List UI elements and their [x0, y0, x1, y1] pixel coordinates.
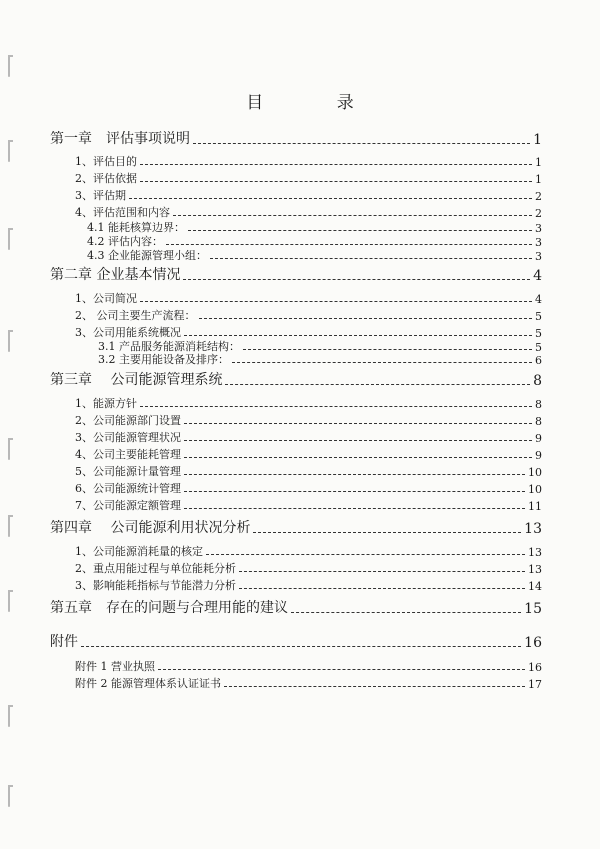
toc-entry-label: 第二章 企业基本情况 — [50, 267, 181, 283]
toc-chapter-entry[interactable] — [50, 128, 542, 148]
toc-page-number: 3 — [535, 250, 542, 263]
toc-entry-label: 7、公司能源定额管理 — [75, 499, 181, 512]
toc-leader — [188, 230, 532, 231]
toc-subsection-entry[interactable] — [98, 351, 542, 367]
toc-page-number: 4 — [533, 268, 542, 284]
toc-entry-label: 2、公司能源部门设置 — [75, 414, 181, 427]
toc-entry-label: 附件 2 能源管理体系认证证书 — [75, 677, 221, 690]
toc-entry-label: 4.3 企业能源管理小组： — [87, 249, 207, 262]
toc-leader — [206, 554, 525, 555]
toc-section-entry[interactable] — [75, 577, 542, 593]
toc-leader — [173, 215, 532, 216]
toc-section-entry[interactable] — [75, 170, 542, 186]
toc-page-number: 17 — [528, 678, 542, 691]
binder-hole-mark — [8, 55, 10, 77]
toc-leader — [243, 349, 532, 350]
toc-leader — [140, 406, 532, 407]
page-title: 目 录 — [246, 93, 388, 113]
toc-entry-label: 3、评估期 — [75, 189, 126, 202]
toc-section-entry[interactable] — [75, 675, 542, 691]
toc-page-number: 14 — [528, 580, 542, 593]
toc-entry-label: 2、重点用能过程与单位能耗分析 — [75, 562, 236, 575]
toc-leader — [184, 335, 532, 336]
binder-hole-mark — [8, 705, 10, 727]
toc-entry-label: 3、公司能源管理状况 — [75, 431, 181, 444]
toc-page-number: 5 — [535, 341, 542, 354]
toc-page-number: 3 — [535, 236, 542, 249]
toc-leader — [224, 686, 525, 687]
toc-entry-label: 3、公司用能系统概况 — [75, 326, 181, 339]
toc-entry-label: 第一章 评估事项说明 — [50, 131, 190, 147]
toc-entry-label: 附件 — [50, 634, 78, 650]
toc-leader — [166, 244, 532, 245]
binder-hole-mark — [8, 438, 10, 460]
toc-leader — [184, 491, 525, 492]
binder-hole-mark — [8, 785, 10, 807]
toc-page-number: 2 — [535, 207, 542, 220]
toc-entry-label: 2、评估依据 — [75, 172, 137, 185]
toc-entry-label: 6、公司能源统计管理 — [75, 482, 181, 495]
toc-section-entry[interactable] — [75, 463, 542, 479]
toc-page-number: 9 — [535, 432, 542, 445]
toc-page-number: 16 — [524, 635, 542, 651]
toc-leader — [140, 181, 532, 182]
toc-page-number: 5 — [535, 327, 542, 340]
toc-leader — [199, 318, 533, 319]
toc-section-entry[interactable] — [75, 543, 542, 559]
toc-section-entry[interactable] — [75, 480, 542, 496]
toc-entry-label: 2、 公司主要生产流程： — [75, 309, 196, 322]
toc-page-number: 10 — [528, 483, 542, 496]
toc-page-number: 6 — [535, 354, 542, 367]
toc-page-number: 13 — [528, 563, 542, 576]
toc-page-number: 13 — [524, 521, 542, 537]
toc-section-entry[interactable] — [75, 307, 542, 323]
toc-page-number: 8 — [535, 398, 542, 411]
toc-entry-label: 5、公司能源计量管理 — [75, 465, 181, 478]
toc-entry-label: 第三章 公司能源管理系统 — [50, 372, 223, 388]
toc-page-number: 10 — [528, 466, 542, 479]
toc-page-number: 11 — [528, 500, 542, 513]
toc-leader — [81, 646, 521, 647]
toc-entry-label: 1、能源方针 — [75, 397, 137, 410]
toc-leader — [232, 362, 532, 363]
toc-section-entry[interactable] — [75, 560, 542, 576]
binder-hole-mark — [8, 515, 10, 537]
toc-entry-label: 1、评估目的 — [75, 155, 137, 168]
toc-page-number: 1 — [535, 173, 542, 186]
toc-page-number: 15 — [524, 601, 542, 617]
toc-section-entry[interactable] — [75, 187, 542, 203]
toc-entry-label: 3.1 产品服务能源消耗结构： — [98, 340, 240, 353]
toc-entry-label: 4、公司主要能耗管理 — [75, 448, 181, 461]
toc-leader — [193, 143, 530, 144]
toc-page-number: 8 — [533, 373, 542, 389]
toc-leader — [210, 258, 532, 259]
toc-entry-label: 第五章 存在的问题与合理用能的建议 — [50, 600, 288, 616]
toc-leader — [239, 571, 525, 572]
toc-leader — [239, 588, 525, 589]
toc-leader — [140, 164, 532, 165]
toc-page-number: 8 — [535, 415, 542, 428]
toc-chapter-entry[interactable] — [50, 517, 542, 537]
toc-entry-label: 4.2 评估内容： — [87, 235, 163, 248]
toc-entry-label: 3.2 主要用能设备及排序： — [98, 353, 229, 366]
toc-section-entry[interactable] — [75, 395, 542, 411]
toc-section-entry[interactable] — [75, 429, 542, 445]
toc-leader — [184, 423, 532, 424]
toc-section-entry[interactable] — [75, 290, 542, 306]
toc-page-number: 5 — [535, 310, 542, 323]
toc-section-entry[interactable] — [75, 153, 542, 169]
toc-entry-label: 1、公司能源消耗量的核定 — [75, 545, 203, 558]
toc-section-entry[interactable] — [75, 497, 542, 513]
toc-leader — [225, 384, 530, 385]
toc-entry-label: 1、公司简况 — [75, 292, 137, 305]
toc-page-number: 2 — [535, 190, 542, 203]
toc-entry-label: 附件 1 营业执照 — [75, 660, 155, 673]
toc-leader — [129, 198, 532, 199]
toc-leader — [140, 301, 532, 302]
toc-leader — [158, 669, 525, 670]
toc-chapter-entry[interactable] — [50, 369, 542, 389]
toc-chapter-entry[interactable] — [50, 264, 542, 284]
toc-chapter-entry[interactable] — [50, 597, 542, 617]
toc-page-number: 3 — [535, 222, 542, 235]
toc-entry-label: 4.1 能耗核算边界： — [87, 221, 185, 234]
toc-leader — [291, 612, 521, 613]
toc-page-number: 16 — [528, 661, 542, 674]
toc-section-entry[interactable] — [75, 412, 542, 428]
toc-section-entry[interactable] — [75, 204, 542, 220]
binder-hole-mark — [8, 590, 10, 612]
toc-leader — [183, 279, 530, 280]
toc-section-entry[interactable] — [75, 446, 542, 462]
toc-page-number: 4 — [535, 293, 542, 306]
toc-section-entry[interactable] — [75, 658, 542, 674]
toc-page-number: 1 — [533, 132, 542, 148]
toc-entry-label: 4、评估范围和内容 — [75, 206, 170, 219]
toc-leader — [184, 457, 532, 458]
toc-entry-label: 第四章 公司能源利用状况分析 — [50, 520, 251, 536]
toc-leader — [184, 474, 525, 475]
toc-leader — [184, 508, 525, 509]
binder-hole-mark — [8, 330, 10, 352]
toc-page-number: 1 — [535, 156, 542, 169]
toc-page-number: 13 — [528, 546, 542, 559]
toc-leader — [253, 532, 521, 533]
toc-entry-label: 3、影响能耗指标与节能潜力分析 — [75, 579, 236, 592]
binder-hole-mark — [8, 228, 10, 250]
toc-subsection-entry[interactable] — [87, 247, 542, 263]
toc-chapter-entry[interactable] — [50, 631, 542, 651]
toc-leader — [184, 440, 532, 441]
toc-page-number: 9 — [535, 449, 542, 462]
binder-hole-mark — [8, 140, 10, 162]
